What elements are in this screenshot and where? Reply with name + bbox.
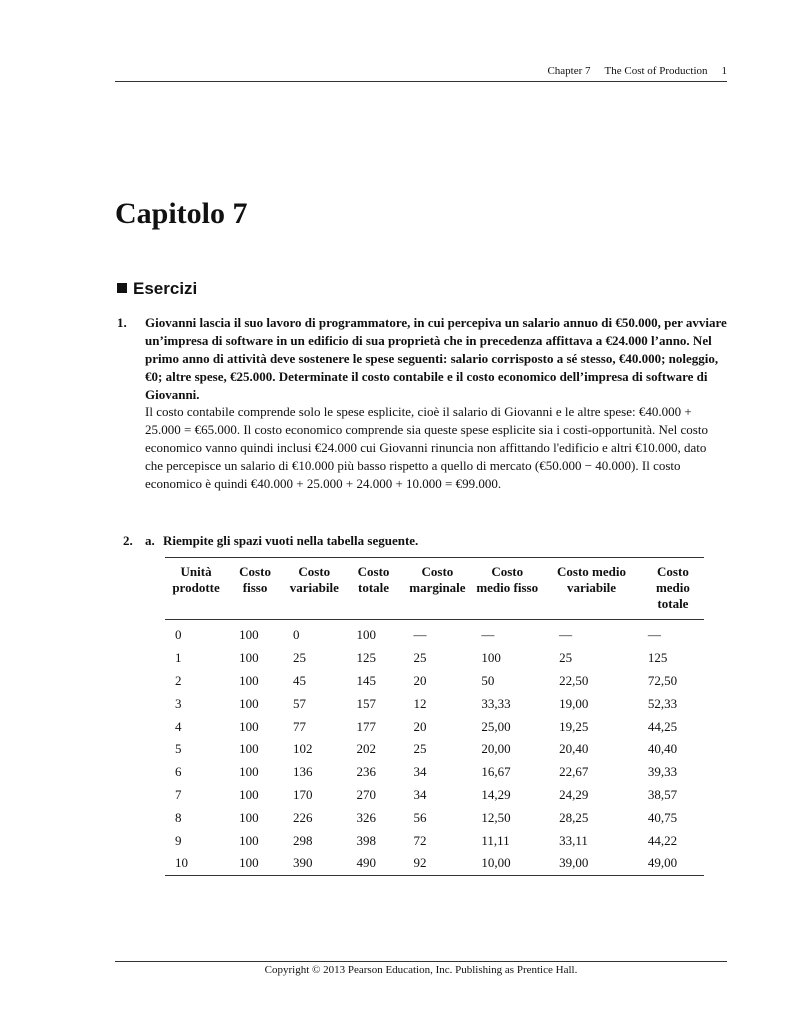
table-cell: 57 xyxy=(293,695,307,711)
footer-rule xyxy=(115,961,727,962)
table-cell: 12,50 xyxy=(481,809,511,825)
table-cell: 34 xyxy=(413,786,427,802)
table-cell: 10,00 xyxy=(481,855,511,871)
table-cell: 9 xyxy=(175,832,182,848)
table-cell: 25 xyxy=(559,650,573,666)
table-cell: 100 xyxy=(239,650,259,666)
table-cell: 38,57 xyxy=(647,786,678,802)
column-header xyxy=(283,558,346,620)
table-cell: 92 xyxy=(413,855,427,871)
table-cell: 236 xyxy=(356,764,377,780)
table-cell: — xyxy=(647,627,661,643)
table-cell: 52,33 xyxy=(647,695,678,711)
question-2-number: 2. xyxy=(123,533,133,548)
column-header-line: Costo xyxy=(357,564,390,579)
table-cell: — xyxy=(481,627,495,643)
table-cell: 100 xyxy=(481,650,501,666)
table-cell: 24,29 xyxy=(559,786,589,802)
column-header-line: totale xyxy=(657,596,689,611)
section-heading xyxy=(117,279,197,299)
table-row xyxy=(165,692,704,715)
table-cell: 202 xyxy=(356,741,377,757)
table-cell: 14,29 xyxy=(481,786,511,802)
cost-table-body xyxy=(165,620,704,876)
column-header-line: fisso xyxy=(242,580,268,595)
column-header-line: totale xyxy=(357,580,390,595)
table-cell: 34 xyxy=(413,764,427,780)
table-row xyxy=(165,784,704,807)
table-cell: 49,00 xyxy=(647,855,678,871)
table-cell: 102 xyxy=(293,741,313,757)
table-cell: 100 xyxy=(239,627,259,643)
header-title: The Cost of Production xyxy=(604,65,708,77)
column-header xyxy=(227,558,283,620)
table-row xyxy=(165,806,704,829)
table-cell: 100 xyxy=(239,672,259,688)
table-cell: 125 xyxy=(356,650,377,666)
table-cell: 100 xyxy=(239,809,259,825)
table-cell: 16,67 xyxy=(481,764,511,780)
table-cell: 326 xyxy=(356,809,377,825)
table-cell: 40,75 xyxy=(647,809,678,825)
cost-table-header xyxy=(165,558,704,620)
copyright-notice: Copyright © 2013 Pearson Education, Inc. Publishing as Prentice Hall. xyxy=(264,964,578,976)
table-cell: — xyxy=(559,627,573,643)
table-cell: 136 xyxy=(293,764,313,780)
table-cell: 22,50 xyxy=(559,672,589,688)
question-1-answer: Il costo contabile comprende solo le spese esplicite, cioè il salario di Giovanni e le altre spese: €40.000 + 25.000 = €65.000. Il costo economico comprende sia queste spese esplicite sia i costi-opportunità. Nel costo economico vanno quindi inclusi €24.000 cui Giovanni rinuncia non affittando l'edificio e altri €10.000, dato che percepisce un salario di €10.000 più basso rispetto a quello di mercato (€50.000 − 40.000). Il costo economico è quindi €40.000 + 25.000 + 24.000 + 10.000 = €99.000. xyxy=(145,404,708,491)
table-cell: 19,00 xyxy=(559,695,589,711)
table-cell: 398 xyxy=(356,832,377,848)
table-cell: 40,40 xyxy=(647,741,678,757)
table-cell: 20,40 xyxy=(559,741,589,757)
table-cell: 39,33 xyxy=(647,764,678,780)
table-cell: 28,25 xyxy=(559,809,589,825)
table-cell: 7 xyxy=(175,786,182,802)
table-cell: 44,22 xyxy=(647,832,678,848)
table-cell: 20 xyxy=(413,672,427,688)
table-cell: 100 xyxy=(239,718,259,734)
table-row xyxy=(165,670,704,693)
table-cell: 3 xyxy=(175,695,182,711)
table-cell: 1 xyxy=(175,650,182,666)
running-header xyxy=(115,64,727,78)
header-chapter: Chapter 7 xyxy=(547,65,591,77)
column-header-line: Costo medio xyxy=(557,564,626,579)
table-cell: 100 xyxy=(239,764,259,780)
table-cell: 100 xyxy=(239,741,259,757)
question-2-text: Riempite gli spazi vuoti nella tabella seguente. xyxy=(163,533,419,548)
table-cell: 100 xyxy=(239,695,259,711)
table-row xyxy=(165,829,704,852)
table-cell: 4 xyxy=(175,718,182,734)
table-cell: 10 xyxy=(175,855,188,871)
column-header xyxy=(642,558,704,620)
table-cell: 22,67 xyxy=(559,764,589,780)
column-header-line: Costo xyxy=(421,564,454,579)
table-cell: 8 xyxy=(175,809,182,825)
table-cell: 20,00 xyxy=(481,741,511,757)
table-cell: 298 xyxy=(293,832,313,848)
table-cell: 390 xyxy=(293,855,313,871)
table-cell: 2 xyxy=(175,672,182,688)
column-header xyxy=(473,558,541,620)
table-cell: 100 xyxy=(239,832,259,848)
table-cell: 39,00 xyxy=(559,855,589,871)
column-header-line: variabile xyxy=(289,580,339,595)
table-cell: — xyxy=(413,627,427,643)
table-cell: 20 xyxy=(413,718,427,734)
table-cell: 11,11 xyxy=(481,832,510,848)
column-header-line: Costo xyxy=(298,564,331,579)
square-bullet-icon xyxy=(117,283,127,293)
table-cell: 33,33 xyxy=(481,695,511,711)
table-cell: 25 xyxy=(413,650,427,666)
table-row xyxy=(165,761,704,784)
question-1-number: 1. xyxy=(117,315,127,330)
table-cell: 145 xyxy=(356,672,377,688)
column-header-line: prodotte xyxy=(172,580,220,595)
table-cell: 50 xyxy=(481,672,495,688)
table-cell: 100 xyxy=(239,786,259,802)
section-heading-label: Esercizi xyxy=(133,279,198,298)
table-cell: 125 xyxy=(647,650,668,666)
table-cell: 5 xyxy=(175,741,182,757)
table-cell: 25 xyxy=(413,741,427,757)
table-cell: 44,25 xyxy=(647,718,678,734)
column-header-line: Costo xyxy=(657,564,689,579)
table-cell: 0 xyxy=(293,627,300,643)
table-cell: 177 xyxy=(356,718,377,734)
table-cell: 72,50 xyxy=(647,672,678,688)
column-header-line: Costo xyxy=(491,564,524,579)
table-cell: 72 xyxy=(413,832,427,848)
table-row xyxy=(165,738,704,761)
question-2-part: a. xyxy=(145,533,155,548)
column-header-line: variabile xyxy=(566,580,617,595)
table-row xyxy=(165,715,704,738)
table-cell: 45 xyxy=(293,672,307,688)
table-cell: 25,00 xyxy=(481,718,511,734)
column-header xyxy=(346,558,402,620)
table-cell: 226 xyxy=(293,809,313,825)
table-cell: 490 xyxy=(356,855,377,871)
table-cell: 6 xyxy=(175,764,182,780)
table-cell: 0 xyxy=(175,627,182,643)
cost-table xyxy=(165,557,704,876)
table-cell: 12 xyxy=(413,695,427,711)
table-header-row xyxy=(165,558,704,620)
table-cell: 270 xyxy=(356,786,377,802)
table-row xyxy=(165,852,704,875)
table-row xyxy=(165,647,704,670)
table-cell: 157 xyxy=(356,695,377,711)
table-cell: 100 xyxy=(239,855,259,871)
chapter-title: Capitolo 7 xyxy=(115,197,248,230)
table-cell: 33,11 xyxy=(559,832,588,848)
table-cell: 56 xyxy=(413,809,427,825)
column-header xyxy=(401,558,473,620)
table-cell: 25 xyxy=(293,650,307,666)
table-row xyxy=(165,620,704,647)
column-header-line: medio fisso xyxy=(476,580,539,595)
header-page-number: 1 xyxy=(721,65,727,77)
column-header-line: Unità xyxy=(180,564,212,579)
table-cell: 170 xyxy=(293,786,313,802)
table-cell: 100 xyxy=(356,627,377,643)
column-header xyxy=(165,558,227,620)
table-cell: 19,25 xyxy=(559,718,589,734)
column-header-line: Costo xyxy=(239,564,271,579)
header-rule xyxy=(115,81,727,82)
table-cell: 77 xyxy=(293,718,307,734)
column-header-line: marginale xyxy=(409,580,466,595)
column-header-line: medio xyxy=(655,580,690,595)
column-header xyxy=(541,558,642,620)
question-1-text: Giovanni lascia il suo lavoro di programmatore, in cui percepiva un salario annuo di €50.000, per avviare un’impresa di software in un edificio di sua proprietà che in precedenza affittava a €24.000 l’anno. Nel primo anno di attività deve sostenere le spese seguenti: salario corrisposto a sé stesso, €40.000; noleggio, €0; altre spese, €25.000. Determinate il costo contabile e il costo economico dell’impresa di software di Giovanni. xyxy=(145,315,727,402)
